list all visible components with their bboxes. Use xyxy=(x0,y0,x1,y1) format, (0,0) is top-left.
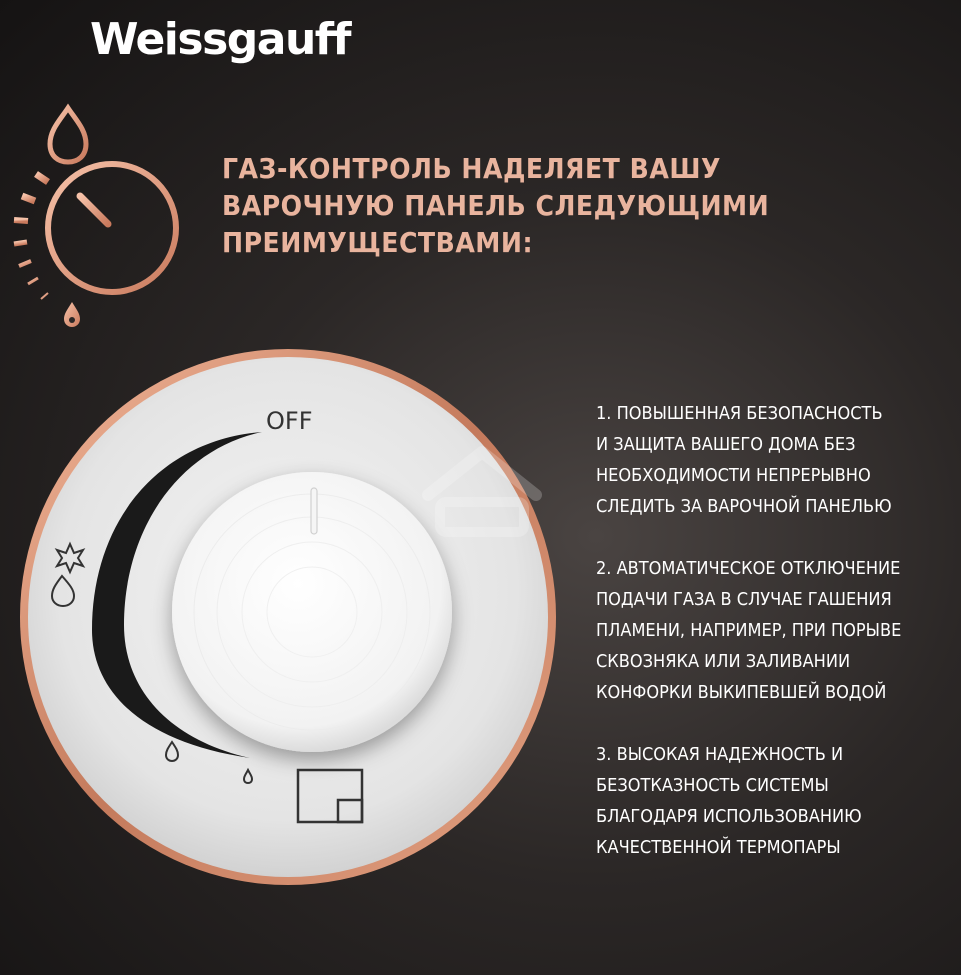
feature-line: БЛАГОДАРЯ ИСПОЛЬЗОВАНИЮ xyxy=(596,806,862,827)
feature-line: БЕЗОТКАЗНОСТЬ СИСТЕМЫ xyxy=(596,775,829,796)
features-list xyxy=(596,398,956,894)
headline xyxy=(222,150,942,261)
timer-circle-icon xyxy=(48,164,176,292)
feature-line: И ЗАЩИТА ВАШЕГО ДОМА БЕЗ xyxy=(596,434,856,455)
feature-line: ПЛАМЕНИ, НАПРИМЕР, ПРИ ПОРЫВЕ xyxy=(596,620,902,641)
feature-line: НЕОБХОДИМОСТИ НЕПРЕРЫВНО xyxy=(596,465,871,486)
headline-line: ВАРОЧНУЮ ПАНЕЛЬ СЛЕДУЮЩИМИ xyxy=(222,189,770,222)
feature-line: СКВОЗНЯКА ИЛИ ЗАЛИВАНИИ xyxy=(596,651,851,672)
gas-control-icon xyxy=(0,100,200,340)
feature-line: КАЧЕСТВЕННОЙ ТЕРМОПАРЫ xyxy=(596,837,841,858)
off-label: OFF xyxy=(266,407,313,435)
knob-indicator xyxy=(311,488,317,534)
headline-line: ПРЕИМУЩЕСТВАМИ: xyxy=(222,226,534,259)
brand-logo: Weissgauff xyxy=(90,14,351,65)
feature-item xyxy=(596,398,956,522)
feature-item xyxy=(596,553,956,708)
feature-line: 1. ПОВЫШЕННАЯ БЕЗОПАСНОСТЬ xyxy=(596,403,883,424)
feature-line: КОНФОРКИ ВЫКИПЕВШЕЙ ВОДОЙ xyxy=(596,682,887,703)
home-icon xyxy=(420,440,545,540)
feature-line: ПОДАЧИ ГАЗА В СЛУЧАЕ ГАШЕНИЯ xyxy=(596,589,892,610)
gas-knob-panel xyxy=(0,330,600,975)
flame-icon xyxy=(50,108,86,162)
headline-line: ГАЗ-КОНТРОЛЬ НАДЕЛЯЕТ ВАШУ xyxy=(222,152,721,185)
feature-line: 3. ВЫСОКАЯ НАДЕЖНОСТЬ И xyxy=(596,744,844,765)
feature-line: СЛЕДИТЬ ЗА ВАРОЧНОЙ ПАНЕЛЬЮ xyxy=(596,496,892,517)
feature-line: 2. АВТОМАТИЧЕСКОЕ ОТКЛЮЧЕНИЕ xyxy=(596,558,901,579)
feature-item xyxy=(596,739,956,863)
small-flame-icon xyxy=(64,302,80,327)
